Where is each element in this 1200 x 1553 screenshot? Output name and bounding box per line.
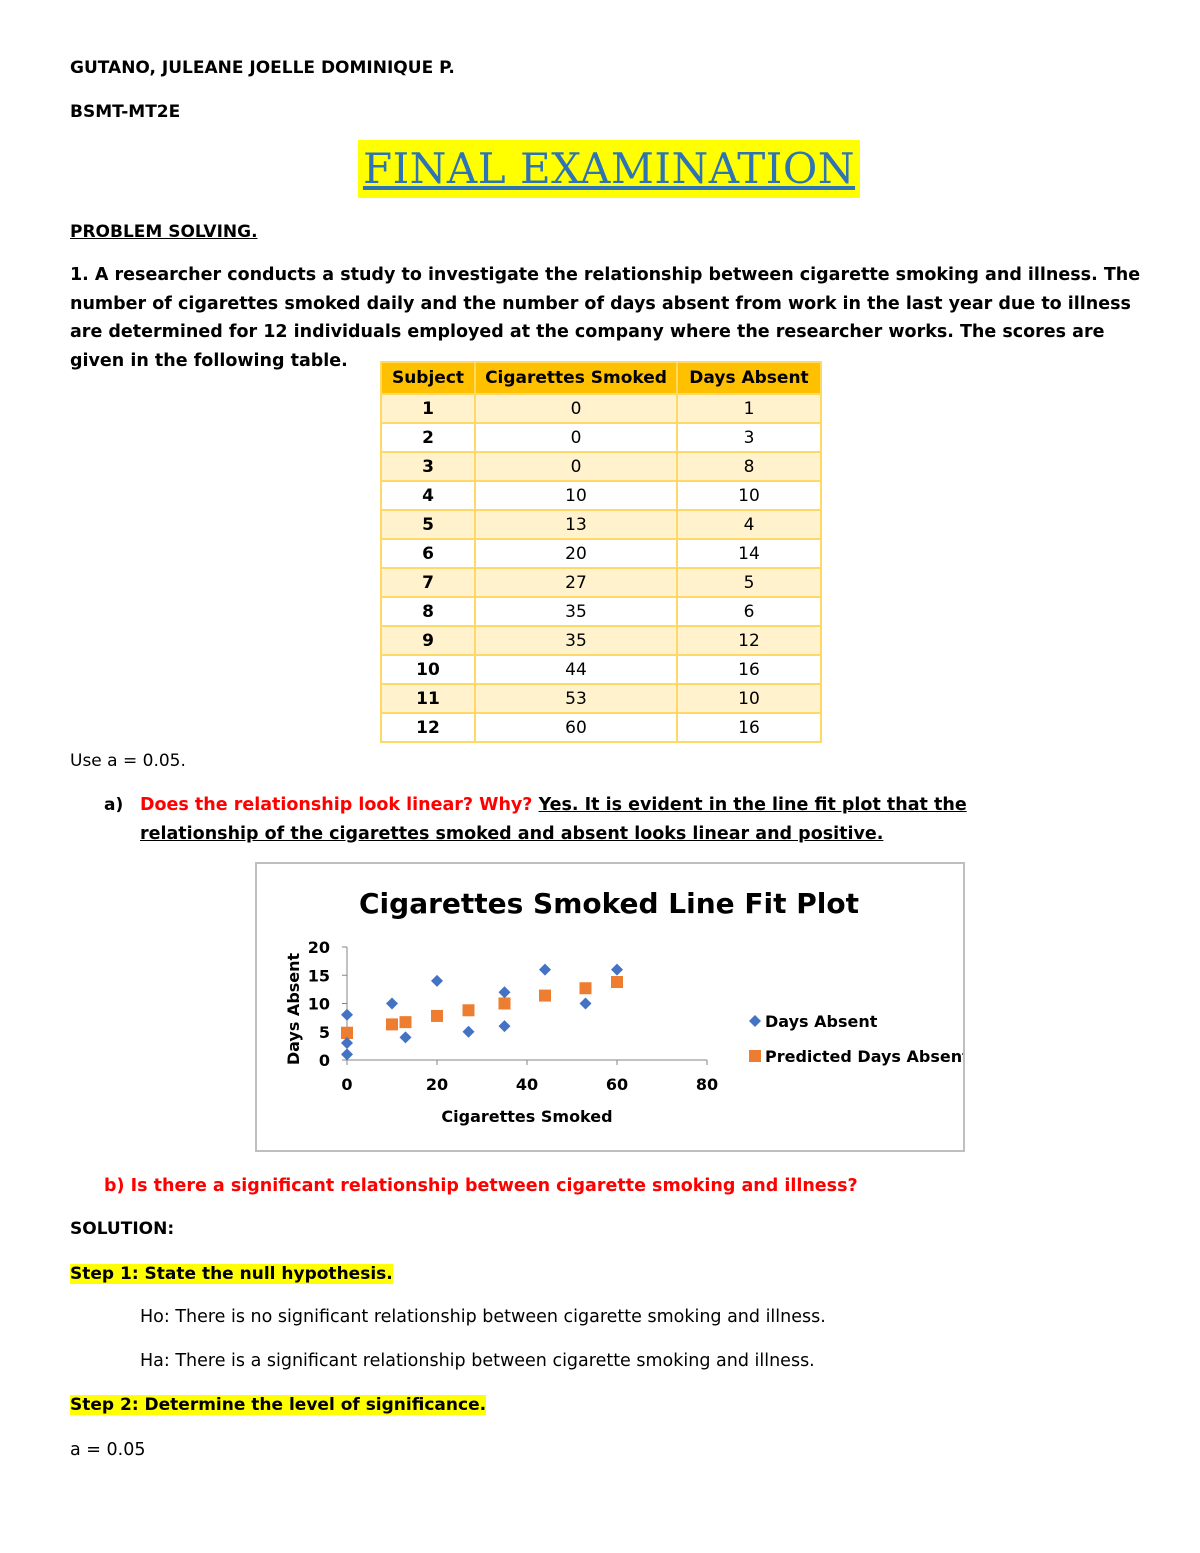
table-row: [381, 713, 821, 742]
y-tick-label: 10: [307, 994, 330, 1014]
cell-days-absent: 8: [677, 452, 821, 481]
cell-days-absent: 12: [677, 626, 821, 655]
data-point-predicted: [580, 982, 592, 994]
alpha-value: a = 0.05: [70, 1440, 146, 1460]
cell-cigarettes: 35: [475, 597, 677, 626]
table-row: [381, 539, 821, 568]
table-row: [381, 394, 821, 423]
header-subject: Subject: [381, 362, 475, 394]
legend-square-marker: [749, 1050, 761, 1062]
cell-subject: 1: [381, 394, 475, 423]
legend-diamond-marker: [749, 1015, 761, 1027]
data-point-predicted: [400, 1016, 412, 1028]
null-hypothesis: Ho: There is no significant relationship between cigarette smoking and illness.: [140, 1307, 826, 1327]
table-header-row: [381, 362, 821, 394]
cell-days-absent: 16: [677, 655, 821, 684]
cell-subject: 6: [381, 539, 475, 568]
table-body: [381, 394, 821, 742]
table-row: [381, 452, 821, 481]
exam-title-highlight: [358, 140, 860, 198]
x-tick-label: 80: [695, 1075, 719, 1094]
cell-cigarettes: 60: [475, 713, 677, 742]
x-tick-label: 20: [425, 1075, 449, 1094]
cell-cigarettes: 0: [475, 452, 677, 481]
cell-subject: 8: [381, 597, 475, 626]
data-point-predicted: [431, 1010, 443, 1022]
cell-days-absent: 10: [677, 684, 821, 713]
cell-cigarettes: 44: [475, 655, 677, 684]
header-cigarettes: Cigarettes Smoked: [475, 362, 677, 394]
data-point-predicted: [463, 1004, 475, 1016]
y-tick-label: 5: [318, 1022, 330, 1042]
legend-label: Predicted Days Absent: [765, 1047, 963, 1066]
problem-text: 1. A researcher conducts a study to investigate the relationship between cigarette smoking and illness. The number of cigarettes smoked daily and the number of days absent from work in the last year due to illness are determined for 12 individuals employed at the company where the researcher works. The scores are given in the following table.: [70, 265, 1141, 371]
chart-axes: [308, 938, 718, 1094]
cell-cigarettes: 10: [475, 481, 677, 510]
cell-days-absent: 6: [677, 597, 821, 626]
table-row: [381, 423, 821, 452]
x-tick-label: 40: [515, 1075, 539, 1094]
data-point-days-absent: [499, 986, 511, 998]
student-section: BSMT-MT2E: [70, 102, 181, 122]
cell-subject: 5: [381, 510, 475, 539]
cell-cigarettes: 0: [475, 394, 677, 423]
table-row: [381, 510, 821, 539]
table-row: [381, 684, 821, 713]
cell-days-absent: 14: [677, 539, 821, 568]
step-1: Step 1: State the null hypothesis.: [70, 1264, 393, 1284]
cell-days-absent: 4: [677, 510, 821, 539]
x-axis-label: Cigarettes Smoked: [441, 1107, 613, 1126]
cell-cigarettes: 20: [475, 539, 677, 568]
data-point-days-absent: [463, 1026, 475, 1038]
chart-legend: [749, 1012, 963, 1066]
data-point-predicted: [539, 990, 551, 1002]
table-row: [381, 626, 821, 655]
alpha-note: Use a = 0.05.: [70, 751, 186, 771]
exam-title: FINAL EXAMINATION: [362, 144, 856, 193]
data-point-days-absent: [431, 975, 443, 987]
table-row: [381, 481, 821, 510]
line-fit-chart: [257, 864, 963, 1150]
cell-subject: 2: [381, 423, 475, 452]
y-tick-label: 20: [307, 938, 330, 957]
cell-cigarettes: 0: [475, 423, 677, 452]
y-axis-label: Days Absent: [284, 952, 303, 1066]
table-row: [381, 568, 821, 597]
cell-subject: 10: [381, 655, 475, 684]
question-a-marker: a): [104, 795, 124, 815]
data-point-days-absent: [580, 998, 592, 1010]
data-point-days-absent: [341, 1048, 353, 1060]
cell-cigarettes: 35: [475, 626, 677, 655]
solution-label: SOLUTION:: [70, 1219, 175, 1239]
cell-cigarettes: 13: [475, 510, 677, 539]
header-days-absent: Days Absent: [677, 362, 821, 394]
data-point-days-absent: [499, 1020, 511, 1032]
data-point-predicted: [611, 976, 623, 988]
cell-days-absent: 5: [677, 568, 821, 597]
cell-days-absent: 3: [677, 423, 821, 452]
step-2: Step 2: Determine the level of significance.: [70, 1395, 487, 1415]
cell-subject: 12: [381, 713, 475, 742]
data-point-days-absent: [611, 964, 623, 976]
x-tick-label: 0: [341, 1075, 353, 1094]
question-b: b) Is there a significant relationship between cigarette smoking and illness?: [104, 1176, 858, 1196]
chart-frame: [255, 862, 965, 1152]
data-table: [380, 361, 822, 743]
cell-subject: 11: [381, 684, 475, 713]
data-point-days-absent: [539, 964, 551, 976]
cell-cigarettes: 53: [475, 684, 677, 713]
cell-subject: 7: [381, 568, 475, 597]
data-point-predicted: [386, 1018, 398, 1030]
table-row: [381, 597, 821, 626]
cell-cigarettes: 27: [475, 568, 677, 597]
data-point-predicted: [499, 998, 511, 1010]
cell-days-absent: 10: [677, 481, 821, 510]
legend-label: Days Absent: [765, 1012, 878, 1031]
cell-subject: 9: [381, 626, 475, 655]
question-a-text: Does the relationship look linear? Why?: [140, 795, 533, 815]
cell-subject: 3: [381, 452, 475, 481]
chart-title: Cigarettes Smoked Line Fit Plot: [359, 887, 859, 920]
x-tick-label: 60: [605, 1075, 629, 1094]
data-point-days-absent: [386, 998, 398, 1010]
question-a: [140, 791, 1080, 848]
cell-days-absent: 16: [677, 713, 821, 742]
question-a-answer: Yes. It is evident in the line fit plot that the relationship of the cigarettes smoked and absent looks linear and positive.: [140, 795, 967, 844]
alt-hypothesis: Ha: There is a significant relationship between cigarette smoking and illness.: [140, 1351, 815, 1371]
table-row: [381, 655, 821, 684]
y-tick-label: 0: [318, 1051, 330, 1070]
cell-subject: 4: [381, 481, 475, 510]
data-point-days-absent: [400, 1031, 412, 1043]
data-point-days-absent: [341, 1009, 353, 1021]
y-tick-label: 15: [307, 966, 330, 986]
student-name: GUTANO, JULEANE JOELLE DOMINIQUE P.: [70, 58, 455, 78]
section-heading: PROBLEM SOLVING.: [70, 222, 258, 242]
chart-series: [341, 964, 623, 1061]
cell-days-absent: 1: [677, 394, 821, 423]
